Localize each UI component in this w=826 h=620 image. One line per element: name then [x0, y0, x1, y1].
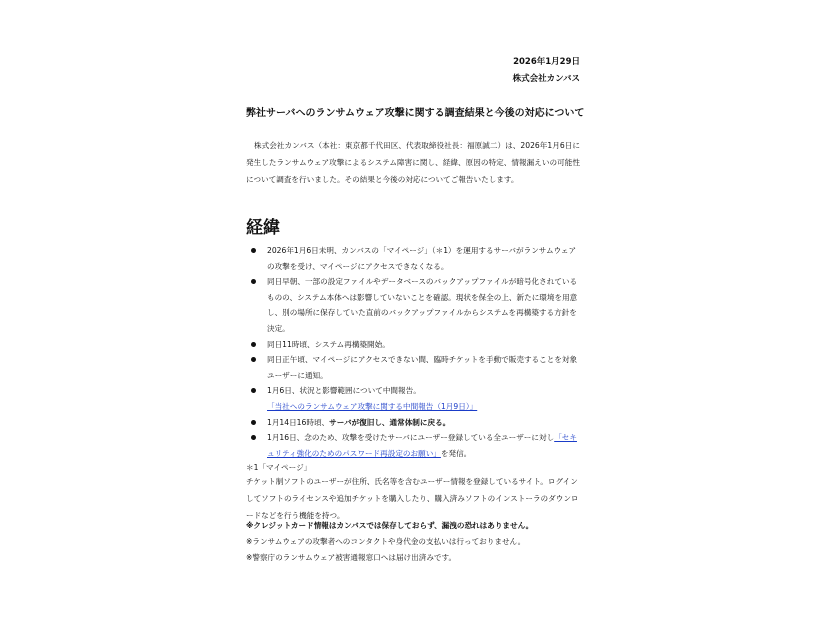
- timeline-item: [246, 383, 580, 414]
- timeline-item: [246, 352, 580, 383]
- timeline-item-text: 同日早朝、一部の設定ファイルやデータベースのバックアップファイルが暗号化されているものの、システム本体へは影響していないことを確認。現状を保全の上、新たに環境を用意し、別の場所に保存していた直前のバックアップファイルからシステムを再構築する方針を決定。: [267, 277, 578, 333]
- intro-paragraph: 株式会社カンバス（本社：東京都千代田区、代表取締役社長：福原誠二）は、2026年1月6日に発生したランサムウェア攻撃によるシステム障害に関し、経緯、原因の特定、情報漏えいの可能性について調査を行いました。その結果と今後の対応についてご報告いたします。: [246, 141, 580, 184]
- timeline-item-text: 2026年1月6日未明、カンバスの「マイページ」（＊1）を運用するサーバがランサムウェアの攻撃を受け、マイページにアクセスできなくなる。: [267, 246, 577, 271]
- section-heading-background: 経緯: [246, 218, 280, 238]
- timeline-item-text: 1月16日、念のため、攻撃を受けたサーバにユーザー登録している全ユーザーに対し: [267, 433, 555, 443]
- notes-block: [246, 518, 580, 566]
- password-reset-link[interactable]: 「セキュリティ強化のためのパスワード再設定のお願い」: [267, 433, 577, 458]
- company-name: 株式会社カンバス: [512, 74, 580, 84]
- note-police-report: ※警察庁のランサムウェア被害通報窓口へは届け出済みです。: [246, 553, 457, 562]
- timeline-item: [246, 337, 580, 353]
- timeline-item: [246, 243, 580, 274]
- timeline-item: [246, 274, 580, 336]
- timeline-item-suffix: を発信。: [440, 448, 472, 458]
- interim-report-link[interactable]: 「当社へのランサムウェア攻撃に関する中間報告（1月9日）」: [267, 401, 478, 411]
- timeline-item-text: 同日11時頃、システム再構築開始。: [267, 339, 390, 349]
- timeline-item-text: 1月14日16時頃、: [267, 417, 330, 427]
- footnote-body: チケット制ソフトのユーザーが住所、氏名等を含むユーザー情報を登録しているサイト。ログインしてソフトのライセンスや追加チケットを購入したり、購入済みソフトのインストーラのダウンロードなどを行う機能を持つ。: [246, 477, 579, 520]
- note-no-ransom: ※ランサムウェアの攻撃者へのコンタクトや身代金の支払いは行っておりません。: [246, 537, 526, 546]
- timeline-item: [246, 430, 580, 461]
- timeline-item-bold-text: サーバが復旧し、通常体制に戻る。: [329, 417, 451, 427]
- timeline-item-text: 1月6日、状況と影響範囲について中間報告。: [267, 386, 421, 396]
- footnote-label: ＊1「マイページ」: [246, 463, 312, 472]
- timeline-item-text: 同日正午頃、マイページにアクセスできない間、臨時チケットを手動で販売することを対象ユーザーに通知。: [267, 355, 578, 380]
- note-credit-card: ※クレジットカード情報はカンバスでは保存しておらず、漏洩の恐れはありません。: [246, 521, 534, 530]
- release-date: 2026年1月29日: [513, 57, 580, 67]
- timeline-item: [246, 415, 580, 431]
- document-title: 弊社サーバへのランサムウェア攻撃に関する調査結果と今後の対応について: [246, 108, 585, 119]
- timeline-list: [246, 243, 580, 461]
